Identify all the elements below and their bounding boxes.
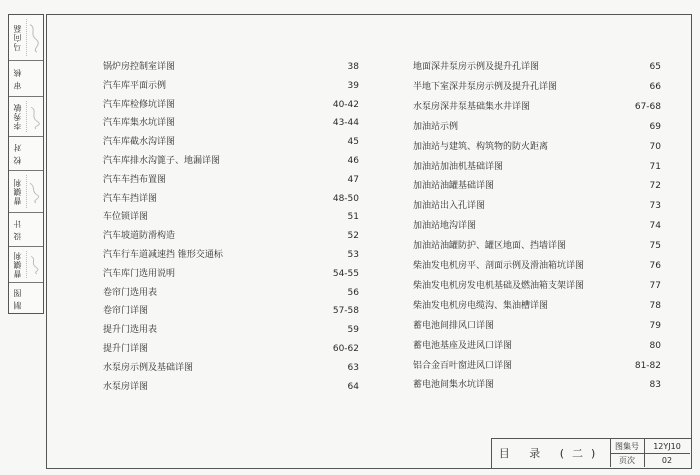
toc-entry-page: 81-82	[634, 360, 661, 371]
toc-entry-title: 半地下室深井泵房示例及提升孔详图	[413, 81, 558, 92]
toc-entry-title: 蓄电池间集水坑详图	[413, 380, 495, 391]
toc-entry-page: 74	[649, 221, 661, 232]
toc-entry	[103, 99, 359, 113]
toc-entry-title: 蓄电池间排风口详图	[413, 320, 495, 331]
atlas-number-label: 图集号	[610, 439, 645, 453]
toc-entry-page: 60-62	[332, 344, 359, 354]
atlas-number-row	[610, 439, 690, 454]
sidebar-label: 设 计	[13, 218, 22, 241]
toc-entry-page: 79	[649, 320, 661, 331]
toc-entry	[103, 249, 359, 263]
toc-entry-page: 80	[649, 340, 661, 351]
toc-entry-page: 51	[347, 212, 359, 223]
toc-left-column	[103, 61, 359, 401]
toc-entry	[103, 136, 359, 150]
toc-entry	[103, 343, 359, 357]
atlas-number-value: 12YJ10	[653, 441, 681, 451]
sidebar-cell-review	[9, 61, 43, 97]
toc-entry-page: 73	[649, 201, 661, 212]
signature-mark	[26, 175, 41, 208]
toc-entry	[413, 141, 661, 155]
toc-entry	[413, 180, 661, 194]
toc-entry	[413, 200, 661, 214]
toc-entry-title: 柴油发电机房发电机基础及燃油箱支架详图	[413, 280, 585, 291]
toc-entry	[413, 280, 661, 294]
toc-entry-title: 加油站油罐防护、罐区地面、挡墙详图	[413, 241, 567, 252]
toc-entry-title: 卷帘门选用表	[103, 287, 158, 298]
toc-entry-title: 加油站加油机基础详图	[413, 161, 504, 172]
toc-entry-page: 83	[649, 380, 661, 391]
sheet-title: 目 录 (二)	[492, 439, 611, 467]
toc-entry-title: 汽车车挡布置图	[103, 174, 167, 185]
toc-entry-title: 汽车库集水坑详图	[103, 118, 176, 129]
toc-right-column	[413, 61, 661, 391]
toc-entry-title: 加油站示例	[413, 121, 459, 132]
sidebar-label: 马向磊	[13, 24, 22, 51]
sidebar-cell-drafter-name	[9, 247, 43, 283]
toc-entry-page: 65	[649, 62, 661, 72]
toc-entry-page: 77	[649, 280, 661, 291]
toc-entry	[103, 230, 359, 244]
toc-entry	[413, 61, 661, 75]
toc-entry-page: 45	[347, 137, 359, 148]
toc-entry-page: 54-55	[332, 268, 359, 279]
toc-entry	[103, 174, 359, 188]
toc-entry-page: 40-42	[332, 99, 359, 110]
toc-entry	[413, 260, 661, 274]
toc-entry-page: 43-44	[332, 118, 359, 129]
toc-entry-page: 76	[649, 261, 661, 271]
toc-entry-page: 78	[649, 300, 661, 311]
sidebar-cell-check	[9, 137, 43, 171]
sidebar-cell-designer-name	[9, 171, 43, 213]
sidebar-label: 李秀敏	[13, 103, 22, 130]
title-block	[491, 438, 691, 468]
signature-mark	[26, 101, 41, 132]
toc-entry-page: 75	[649, 241, 661, 252]
toc-entry	[103, 381, 359, 395]
toc-entry-title: 提升门选用表	[103, 325, 158, 336]
toc-entry-title: 水泵房示例及基础详图	[103, 362, 194, 373]
toc-entry	[413, 121, 661, 135]
toc-entry	[103, 193, 359, 207]
sidebar-label: 校 对	[13, 142, 22, 165]
toc-entry-title: 汽车车挡详图	[103, 193, 158, 204]
toc-entry-page: 70	[649, 141, 661, 152]
toc-entry-title: 汽车库门选用说明	[103, 268, 176, 279]
toc-entry-title: 汽车库平面示例	[103, 80, 167, 91]
sidebar-label: 曹骧利	[13, 178, 22, 205]
toc-entry-title: 汽车行车道减速挡 锥形交通标	[103, 250, 223, 260]
toc-entry-title: 加油站与建筑、构筑物的防火距离	[413, 141, 549, 152]
toc-entry-page: 63	[347, 362, 359, 373]
toc-entry	[103, 287, 359, 301]
toc-entry	[103, 80, 359, 94]
toc-entry-page: 59	[347, 325, 359, 336]
toc-entry	[103, 305, 359, 319]
sidebar-label: 曹骧利	[13, 251, 22, 278]
toc-entry-page: 38	[347, 62, 359, 72]
sheet-frame	[46, 14, 692, 469]
toc-entry	[413, 360, 661, 374]
toc-entry-title: 水泵房深井泵基础集水井详图	[413, 101, 531, 112]
toc-entry-title: 加油站出入孔详图	[413, 201, 486, 212]
toc-entry-title: 提升门详图	[103, 344, 149, 354]
toc-entry	[103, 362, 359, 376]
sidebar-cell-design	[9, 213, 43, 247]
toc-entry-title: 铝合金百叶窗进风口详图	[413, 360, 513, 371]
toc-entry	[103, 211, 359, 225]
toc-entry-page: 64	[347, 381, 359, 392]
toc-entry-page: 52	[347, 231, 359, 242]
sidebar-label: 制 图	[13, 288, 22, 310]
toc-entry-title: 车位锁详图	[103, 212, 149, 223]
toc-entry-title: 加油站地沟详图	[413, 221, 477, 232]
toc-entry-page: 69	[649, 121, 661, 132]
toc-entry-title: 卷帘门详图	[103, 306, 149, 317]
toc-entry-title: 锅炉房控制室详图	[103, 62, 176, 72]
toc-entry-title: 柴油发电机房平、剖面示例及滑油箱坑详图	[413, 261, 585, 271]
toc-entry	[413, 379, 661, 393]
toc-entry	[413, 340, 661, 354]
toc-entry-title: 汽车坡道防滑构造	[103, 231, 176, 242]
toc-entry	[413, 220, 661, 234]
page-number-label: 页次	[610, 453, 645, 467]
toc-entry	[413, 240, 661, 254]
toc-entry-title: 汽车库截水沟详图	[103, 137, 176, 148]
signature-mark	[26, 19, 41, 56]
toc-entry-title: 加油站油罐基础详图	[413, 181, 495, 192]
toc-entry-page: 67-68	[634, 101, 661, 112]
toc-entry-title: 水泵房详图	[103, 381, 149, 392]
toc-entry	[103, 268, 359, 282]
toc-entry	[413, 161, 661, 175]
toc-entry	[103, 117, 359, 131]
toc-entry	[413, 81, 661, 95]
toc-entry-page: 72	[649, 181, 661, 192]
toc-entry-page: 48-50	[332, 193, 359, 204]
toc-entry-page: 66	[649, 81, 661, 92]
sidebar-cell-draft	[9, 283, 43, 315]
toc-entry-title: 柴油发电机房电缆沟、集油槽详图	[413, 300, 549, 311]
toc-entry-page: 71	[649, 161, 661, 172]
toc-entry-page: 47	[347, 174, 359, 185]
sidebar-cell-checker-name	[9, 97, 43, 137]
toc-entry-page: 57-58	[332, 306, 359, 317]
toc-entry	[413, 320, 661, 334]
toc-entry-page: 53	[347, 250, 359, 260]
toc-entry-title: 地面深井泵房示例及提升孔详图	[413, 62, 540, 72]
toc-entry	[103, 324, 359, 338]
page-number-value: 02	[661, 455, 673, 465]
signature-mark	[26, 251, 41, 278]
toc-entry	[103, 155, 359, 169]
toc-entry-page: 46	[347, 156, 359, 166]
toc-entry-title: 汽车库排水沟篦子、地漏详图	[103, 156, 221, 166]
toc-entry-page: 39	[347, 80, 359, 91]
signature-sidebar	[8, 14, 44, 314]
page-number-row	[610, 453, 690, 467]
toc-entry-title: 蓄电池基座及进风口详图	[413, 340, 513, 351]
toc-entry	[103, 61, 359, 75]
sidebar-cell-reviewer-name	[9, 15, 43, 61]
toc-entry-page: 56	[347, 287, 359, 298]
toc-entry-title: 汽车库检修坑详图	[103, 99, 176, 110]
toc-entry	[413, 101, 661, 115]
toc-entry	[413, 300, 661, 314]
sidebar-label: 审 核	[13, 67, 22, 90]
